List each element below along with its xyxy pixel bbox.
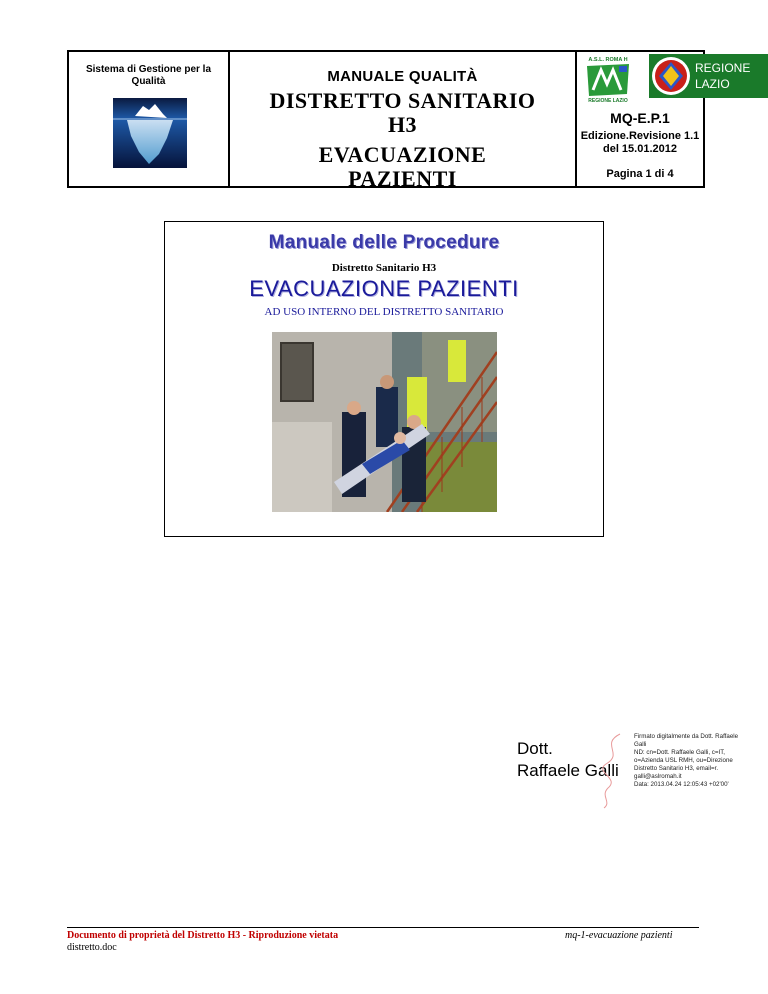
district-line-1: DISTRETTO SANITARIO [269, 88, 536, 113]
signatory-title: Dott. [517, 739, 553, 758]
header-left-cell [69, 52, 230, 186]
manual-title: MANUALE QUALITÀ [327, 68, 478, 85]
handwritten-signature-mark [590, 730, 630, 810]
quality-system-label: Sistema di Gestione per la Qualità [85, 64, 212, 87]
footer-rule [67, 927, 699, 928]
cover-usage-note: AD USO INTERNO DEL DISTRETTO SANITARIO [264, 306, 504, 318]
signature-detail-line: ND: cn=Dott. Raffaele Galli, c=IT, [634, 749, 726, 756]
cover-box [164, 221, 604, 537]
district-line-2: H3 [387, 112, 418, 137]
document-code: MQ-E.P.1 [610, 110, 670, 126]
digital-signature-details [634, 733, 744, 789]
signature-detail-line: Galli [634, 741, 647, 748]
edition-revision [577, 130, 703, 156]
iceberg-image [113, 98, 187, 168]
asl-logo-text: A.S.L. ROMA H [588, 57, 628, 63]
page-counter: Pagina 1 di 4 [606, 168, 674, 180]
cover-district: Distretto Sanitario H3 [331, 262, 437, 274]
logos-area [577, 52, 751, 104]
signature-detail-line: Data: 2013.04.24 12:05:43 +02'00' [634, 781, 729, 788]
footer-ownership-note: Documento di proprietà del Distretto H3 - Riproduzione vietata [67, 930, 339, 941]
regione-logo-line-1: REGIONE [695, 61, 751, 75]
subject-line-1: EVACUAZIONE [318, 142, 487, 167]
edition-line-2: del 15.01.2012 [602, 143, 677, 155]
signature-detail-line: Firmato digitalmente da Dott. Raffaele [634, 733, 739, 740]
evacuation-drill-photo [272, 332, 497, 512]
header-title-cell [230, 52, 577, 191]
asl-roma-h-logo [581, 54, 635, 104]
signature-detail-line: o=Azienda USL RMH, ou=Direzione [634, 757, 733, 764]
edition-line-1: Edizione.Revisione 1.1 [580, 130, 700, 142]
regione-lazio-logo [649, 54, 768, 98]
document-subject [230, 143, 575, 191]
document-header-table [67, 50, 751, 191]
asl-logo-subtext: REGIONE LAZIO [588, 98, 628, 104]
header-right-cell [577, 52, 751, 186]
cover-subject: EVACUAZIONE PAZIENTI [249, 276, 519, 301]
footer-left [67, 930, 338, 954]
signature-detail-line: galli@aslromah.it [634, 773, 682, 780]
signatory-full-name: Raffaele Galli [517, 761, 619, 780]
district-name [230, 89, 575, 137]
procedures-manual-title: Manuale delle Procedure [268, 232, 500, 253]
subject-line-2: PAZIENTI [348, 166, 457, 191]
footer-document-id: mq-1-evacuazione pazienti [565, 930, 673, 941]
signature-detail-line: Distretto Sanitario H3, email=r. [634, 765, 719, 772]
regione-logo-line-2: LAZIO [695, 77, 730, 91]
footer-filename: distretto.doc [67, 942, 117, 953]
